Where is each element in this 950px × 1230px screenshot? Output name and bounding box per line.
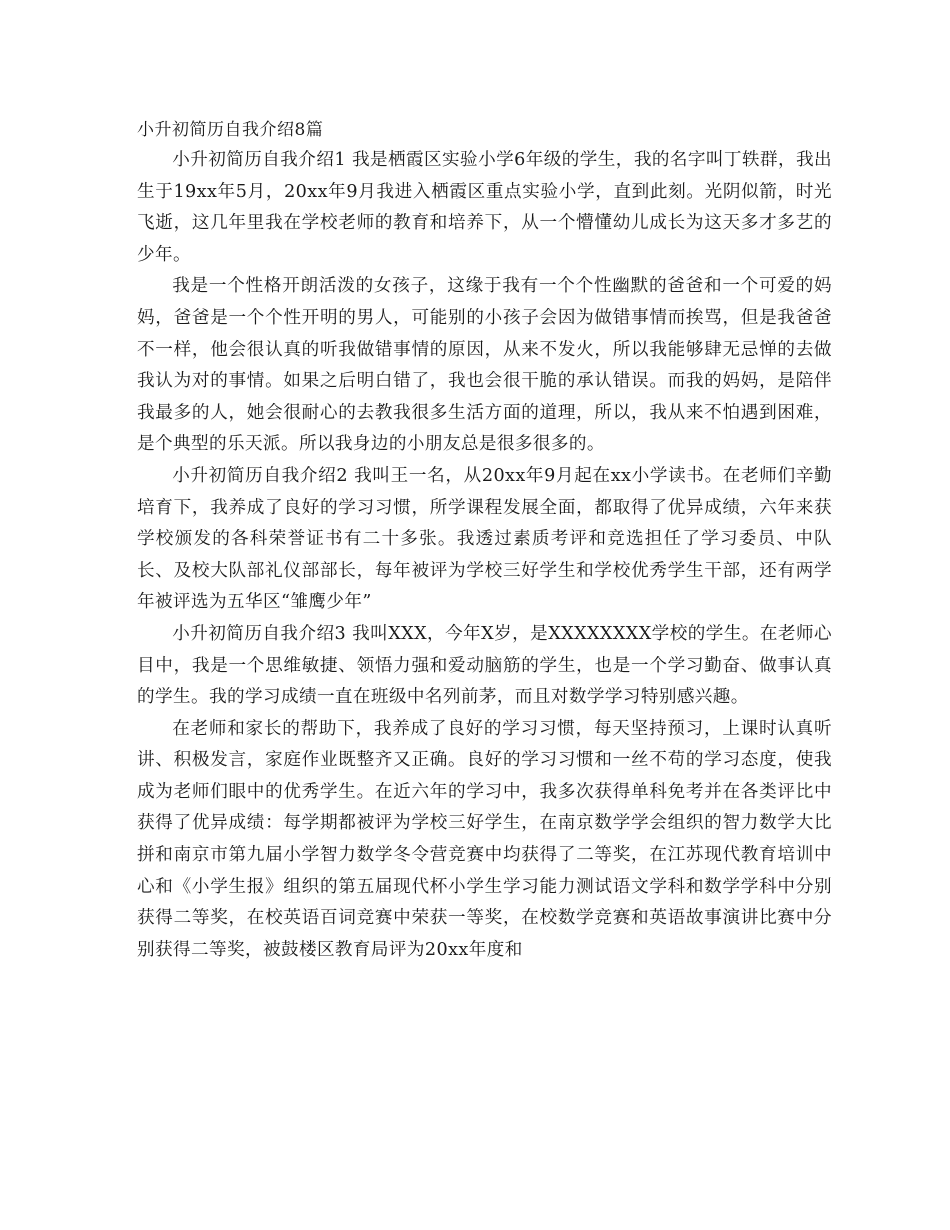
document-title: 小升初简历自我介绍8篇 [137, 120, 324, 140]
paragraph-intro-1: 小升初简历自我介绍1 我是栖霞区实验小学6年级的学生，我的名字叫丁轶群，我出生于19xx年5月，20xx年9月我进入栖霞区重点实验小学，直到此刻。光阴似箭，时光飞逝，这几年里我在学校老师的教育和培养下，从一个懵懂幼儿成长为这天多才多艺的少年。 [137, 150, 832, 265]
paragraph-achievements: 在老师和家长的帮助下，我养成了良好的学习习惯，每天坚持预习，上课时认真听讲、积极发言，家庭作业既整齐又正确。良好的学习习惯和一丝不苟的学习态度，使我成为老师们眼中的优秀学生。在近六年的学习中，我多次获得单科免考并在各类评比中获得了优异成绩：每学期都被评为学校三好学生，在南京数学学会组织的智力数学大比拼和南京市第九届小学智力数学冬令营竞赛中均获得了二等奖，在江苏现代教育培训中心和《小学生报》组织的第五届现代杯小学生学习能力测试语文学科和数学学科中分别获得二等奖，在校英语百词竞赛中荣获一等奖，在校数学竞赛和英语故事演讲比赛中分别获得二等奖，被鼓楼区教育局评为20xx年度和 [137, 718, 832, 960]
paragraph-intro-3: 小升初简历自我介绍3 我叫XXX，今年X岁，是XXXXXXXX学校的学生。在老师心目中，我是一个思维敏捷、领悟力强和爱动脑筋的学生，也是一个学习勤奋、做事认真的学生。我的学习成绩一直在班级中名列前茅，而且对数学学习特别感兴趣。 [137, 623, 832, 708]
document-body [137, 115, 832, 966]
paragraph-personality: 我是一个性格开朗活泼的女孩子，这缘于我有一个个性幽默的爸爸和一个可爱的妈妈，爸爸是一个个性开明的男人，可能别的小孩子会因为做错事情而挨骂，但是我爸爸不一样，他会很认真的听我做错事情的原因，从来不发火，所以我能够肆无忌惮的去做我认为对的事情。如果之后明白错了，我也会很干脆的承认错误。而我的妈妈，是陪伴我最多的人，她会很耐心的去教我很多生活方面的道理，所以，我从来不怕遇到困难，是个典型的乐天派。所以我身边的小朋友总是很多很多的。 [137, 276, 832, 455]
paragraph-intro-2: 小升初简历自我介绍2 我叫王一名，从20xx年9月起在xx小学读书。在老师们辛勤培育下，我养成了良好的学习习惯，所学课程发展全面，都取得了优异成绩，六年来获学校颁发的各科荣誉证书有二十多张。我透过素质考评和竞选担任了学习委员、中队长、及校大队部礼仪部部长，每年被评为学校三好学生和学校优秀学生干部，还有两学年被评选为五华区“雏鹰少年” [137, 465, 832, 613]
